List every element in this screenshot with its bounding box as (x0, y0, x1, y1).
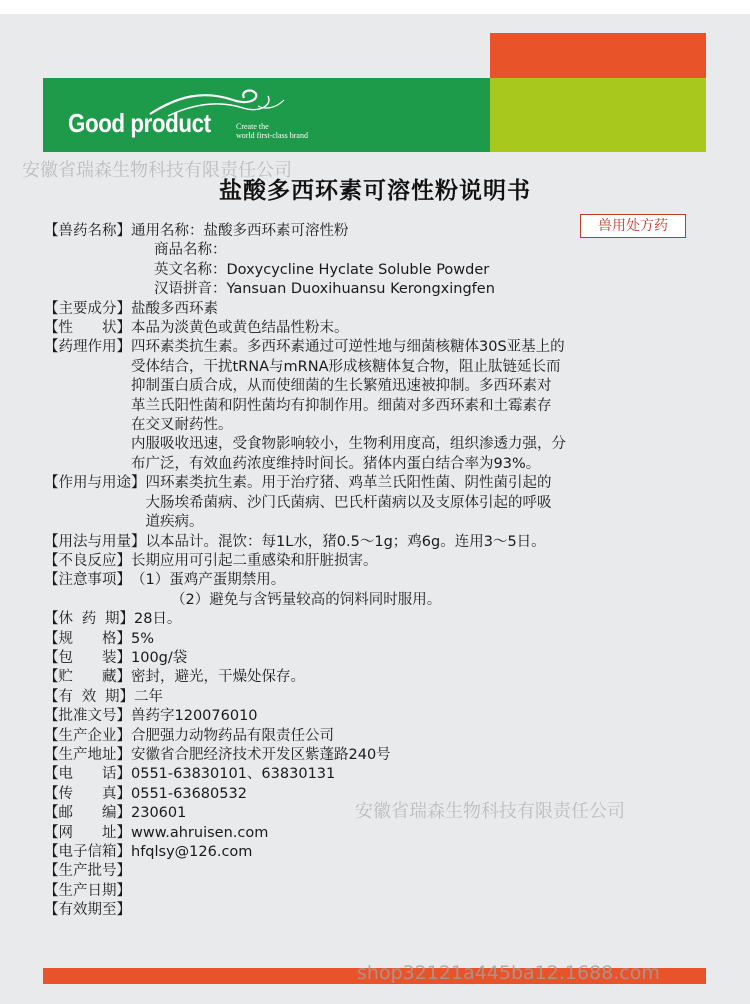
value-address: 安徽省合肥经济技术开发区紫蓬路240号 (131, 746, 391, 763)
label-batch: 【生产批号】 (44, 863, 131, 880)
document-title: 盐酸多西环素可溶性粉说明书 (219, 178, 531, 204)
row-package (44, 649, 704, 668)
row-phone (44, 765, 704, 784)
label-email: 【电子信箱】 (44, 844, 131, 860)
row-drug-name (44, 222, 704, 241)
value-adverse: 长期应用可引起二重感染和肝脏损害。 (131, 552, 378, 569)
indications-line: 四环素类抗生素。用于治疗猪、鸡革兰氏阳性菌、阴性菌引起的 (145, 475, 552, 492)
value-manufacturer: 合肥强力动物药品有限责任公司 (131, 727, 334, 744)
indications-line: 大肠埃希菌病、沙门氏菌病、巴氏杆菌病以及支原体引起的呼吸 (145, 494, 552, 511)
watermark-middle: 安徽省瑞森生物科技有限责任公司 (355, 801, 625, 822)
pharmacology-line: 内服吸收迅速，受食物影响较小，生物利用度高，组织渗透力强，分 (131, 436, 566, 453)
value-phone: 0551-63830101、63830131 (131, 766, 336, 783)
row-storage (44, 668, 704, 687)
label-indications: 【作用与用途】 (44, 475, 146, 492)
label-fax: 【传 真】 (44, 785, 131, 802)
tagline-line-2: world first-class brand (236, 131, 308, 140)
row-dosage (44, 533, 704, 552)
label-address: 【生产地址】 (44, 746, 131, 763)
value-precautions: （1）蛋鸡产蛋期禁用。 (131, 572, 286, 589)
value-indications (146, 474, 705, 532)
lime-accent-block (490, 78, 706, 152)
prescription-badge: 兽用处方药 (580, 214, 686, 238)
tagline-line-1: Create the (236, 122, 269, 131)
value-pharmacology (131, 338, 704, 474)
row-validity (44, 688, 704, 707)
trade-name: 商品名称： (154, 242, 227, 259)
value-email: hfqlsy@126.com (131, 844, 253, 860)
row-manufacturer (44, 727, 704, 746)
pinyin-name: 汉语拼音：Yansuan Duoxihuansu Kerongxingfen (154, 281, 495, 298)
value-dosage: 以本品计。混饮：每1L水，猪0.5～1g；鸡6g。连用3～5日。 (145, 533, 546, 550)
row-indications (44, 474, 704, 532)
indications-line: 道疾病。 (145, 514, 204, 531)
value-approval: 兽药字120076010 (131, 708, 258, 725)
watermark-top: 安徽省瑞森生物科技有限责任公司 (22, 160, 292, 181)
label-package: 【包 装】 (44, 649, 131, 666)
label-prod-date: 【生产日期】 (44, 882, 131, 899)
label-expiry: 【有效期至】 (44, 902, 131, 919)
label-dosage: 【用法与用量】 (44, 533, 146, 550)
row-email (44, 843, 704, 862)
value-postcode: 230601 (131, 805, 187, 822)
row-pharmacology (44, 338, 704, 474)
row-withdrawal (44, 610, 704, 629)
value-fax: 0551-63680532 (131, 785, 247, 802)
row-spec (44, 630, 704, 649)
english-name: 英文名称：Doxycycline Hyclate Soluble Powder (154, 261, 490, 278)
pharmacology-line: 抑制蛋白质合成，从而使细菌的生长繁殖迅速被抑制。多西环素对 (131, 378, 552, 395)
label-storage: 【贮 藏】 (44, 669, 131, 686)
row-appearance (44, 319, 704, 338)
watermark-bottom: shop32121a445ba12.1688.com (357, 962, 660, 984)
row-website (44, 824, 704, 843)
label-spec: 【规 格】 (44, 630, 131, 647)
row-adverse (44, 552, 704, 571)
label-validity: 【有 效 期】 (44, 688, 134, 705)
value-spec: 5% (131, 630, 155, 647)
value-website: www.ahruisen.com (131, 824, 269, 841)
pharmacology-line: 在交叉耐药性。 (131, 417, 233, 434)
row-precautions (44, 571, 704, 590)
brand-logo-text: Good product (68, 108, 211, 138)
pharmacology-line: 革兰氏阳性菌和阴性菌均有抑制作用。细菌对多西环素和土霉素存 (131, 397, 552, 414)
row-prod-date (44, 882, 704, 901)
label-adverse: 【不良反应】 (44, 552, 131, 569)
row-expiry (44, 901, 704, 920)
label-approval: 【批准文号】 (44, 708, 131, 725)
pharmacology-line: 四环素类抗生素。多西环素通过可逆性地与细菌核糖体30S亚基上的 (131, 339, 565, 356)
value-appearance: 本品为淡黄色或黄色结晶性粉末。 (131, 320, 349, 337)
precautions-line-2: （2）避免与含钙量较高的饲料同时服用。 (171, 591, 442, 608)
row-approval (44, 707, 704, 726)
orange-accent-block (490, 33, 706, 78)
row-address (44, 746, 704, 765)
value-validity: 二年 (133, 688, 163, 705)
label-appearance: 【性 状】 (44, 320, 131, 337)
label-manufacturer: 【生产企业】 (44, 727, 131, 744)
label-precautions: 【注意事项】 (44, 572, 131, 589)
generic-name: 通用名称：盐酸多西环素可溶性粉 (131, 223, 349, 239)
label-drug-name: 【兽药名称】 (44, 223, 131, 239)
label-ingredient: 【主要成分】 (44, 300, 131, 317)
value-ingredient: 盐酸多西环素 (131, 300, 218, 317)
value-storage: 密封，避光，干燥处保存。 (131, 669, 305, 686)
row-batch (44, 862, 704, 881)
label-postcode: 【邮 编】 (44, 805, 131, 822)
brand-tagline (236, 122, 326, 140)
label-phone: 【电 话】 (44, 766, 131, 783)
pharmacology-line: 布广泛，有效血药浓度维持时间长。猪体内蛋白结合率为93%。 (131, 455, 541, 472)
value-withdrawal: 28日。 (133, 611, 182, 628)
pharmacology-line: 受体结合，干扰tRNA与mRNA形成核糖体复合物，阻止肽链延长而 (131, 358, 561, 375)
row-ingredient (44, 300, 704, 319)
label-website: 【网 址】 (44, 824, 131, 841)
label-withdrawal: 【休 药 期】 (44, 611, 134, 628)
value-package: 100g/袋 (131, 649, 188, 666)
label-pharmacology: 【药理作用】 (44, 339, 131, 356)
